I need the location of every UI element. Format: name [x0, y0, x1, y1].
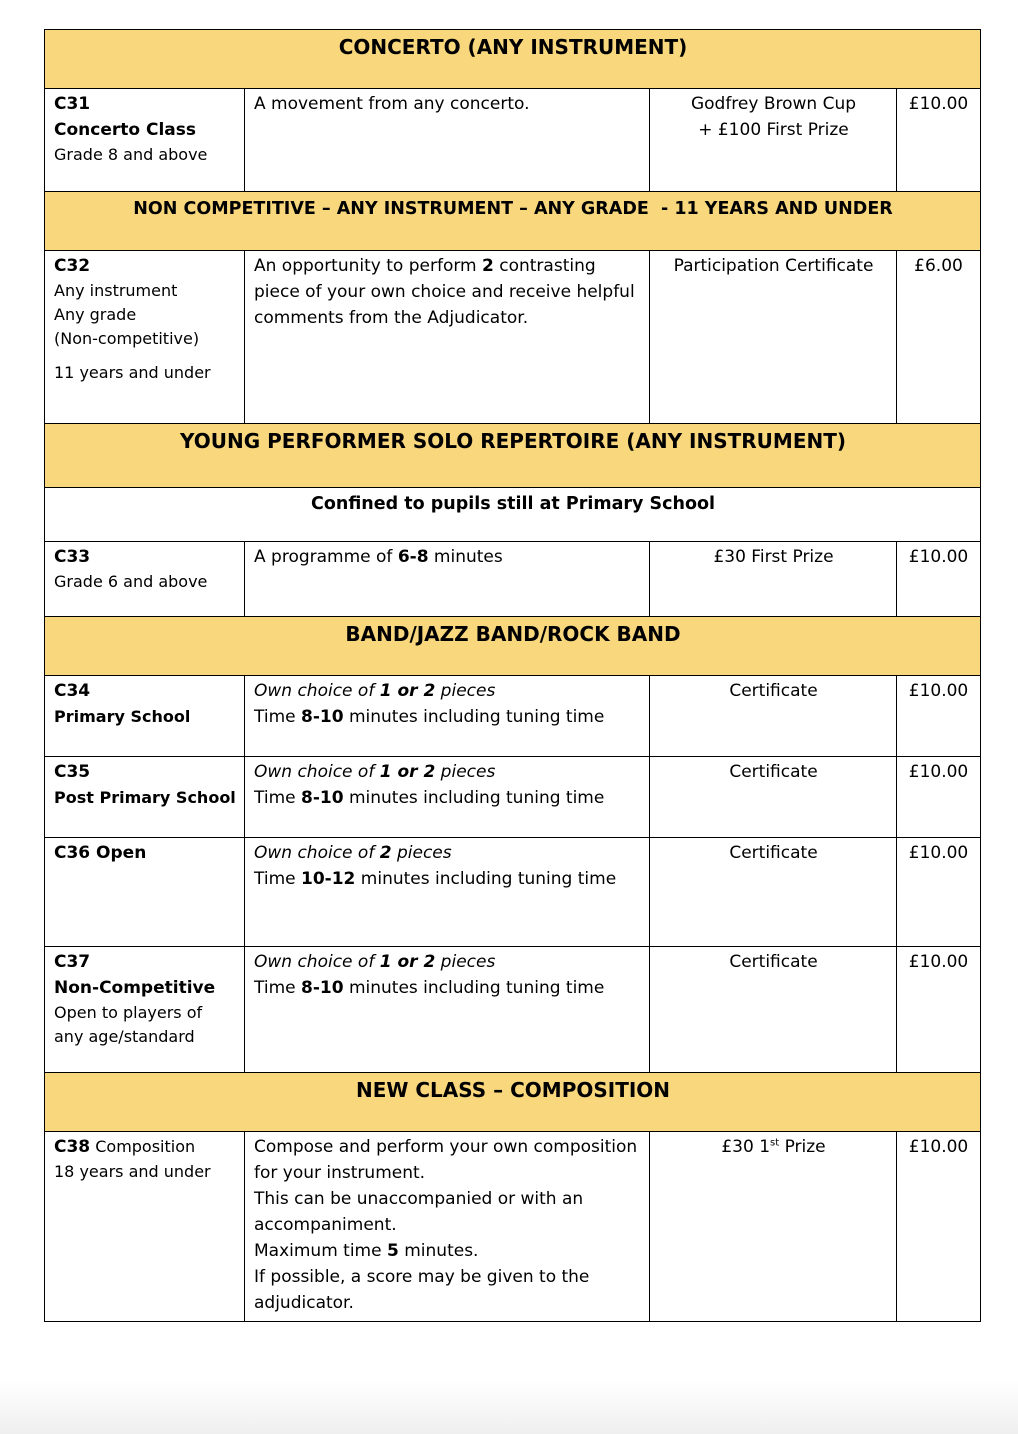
section-subtitle: Confined to pupils still at Primary School — [45, 488, 981, 542]
class-info — [45, 1132, 245, 1322]
section-header — [45, 192, 981, 251]
class-code: C36 Open — [54, 843, 147, 863]
class-row-c32 — [45, 251, 981, 424]
class-grade: Grade 8 and above — [54, 145, 208, 164]
class-row-c36 — [45, 838, 981, 947]
class-code: C31 — [54, 94, 91, 114]
class-prize: £30 First Prize — [650, 542, 897, 617]
class-description: A movement from any concerto. — [245, 89, 650, 192]
prize-line: Godfrey Brown Cup — [690, 94, 857, 114]
section-title-young-performer: YOUNG PERFORMER SOLO REPERTOIRE (ANY INSTRUMENT) — [45, 424, 981, 488]
class-title: Composition — [90, 1137, 196, 1156]
class-detail: Any instrument — [54, 281, 178, 300]
class-detail: Any grade — [54, 305, 137, 324]
class-title: Non-Competitive — [54, 978, 216, 998]
class-description: An opportunity to perform 2 contrasting piece of your own choice and receive helpful comments from the Adjudicator. — [245, 251, 650, 424]
class-description: Own choice of 2 pieces Time 10-12 minutes including tuning time — [245, 838, 650, 947]
class-row-c35 — [45, 757, 981, 838]
class-age: 18 years and under — [54, 1162, 211, 1181]
class-prize: Certificate — [650, 838, 897, 947]
class-fee: £10.00 — [897, 1132, 981, 1322]
class-fee: £10.00 — [897, 89, 981, 192]
section-subheader — [45, 488, 981, 542]
section-title-noncompetitive: NON COMPETITIVE – ANY INSTRUMENT – ANY GRADE - 11 YEARS AND UNDER — [45, 192, 981, 251]
section-header — [45, 424, 981, 488]
section-header — [45, 30, 981, 89]
class-prize — [650, 89, 897, 192]
class-detail: Open to players of any age/standard — [54, 1003, 203, 1046]
class-info — [45, 757, 245, 838]
class-fee: £10.00 — [897, 757, 981, 838]
class-fee: £10.00 — [897, 676, 981, 757]
class-row-c34 — [45, 676, 981, 757]
class-fee: £10.00 — [897, 838, 981, 947]
syllabus-table — [44, 29, 981, 1322]
class-fee: £6.00 — [897, 251, 981, 424]
class-prize: Certificate — [650, 947, 897, 1073]
class-code: C34 — [54, 681, 91, 701]
class-row-c37 — [45, 947, 981, 1073]
class-row-c31 — [45, 89, 981, 192]
class-prize: Participation Certificate — [650, 251, 897, 424]
class-fee: £10.00 — [897, 947, 981, 1073]
class-age: 11 years and under — [54, 363, 211, 382]
class-title: Primary School — [54, 707, 191, 726]
class-prize: Certificate — [650, 757, 897, 838]
class-row-c38 — [45, 1132, 981, 1322]
class-description: Own choice of 1 or 2 pieces Time 8-10 minutes including tuning time — [245, 757, 650, 838]
class-info — [45, 676, 245, 757]
class-description: Compose and perform your own composition for your instrument. This can be unaccompanied or with an accompaniment. Maximum time 5 minutes. If possible, a score may be given to the adjudicator. — [245, 1132, 650, 1322]
class-code: C38 — [54, 1137, 91, 1157]
class-description: A programme of 6-8 minutes — [245, 542, 650, 617]
class-info — [45, 251, 245, 424]
class-code: C35 — [54, 762, 91, 782]
class-prize: £30 1st Prize — [650, 1132, 897, 1322]
class-info — [45, 89, 245, 192]
class-prize: Certificate — [650, 676, 897, 757]
prize-line: + £100 First Prize — [698, 120, 849, 140]
class-code: C33 — [54, 547, 91, 567]
class-description: Own choice of 1 or 2 pieces Time 8-10 minutes including tuning time — [245, 947, 650, 1073]
class-title: Concerto Class — [54, 120, 196, 140]
class-detail: (Non-competitive) — [54, 329, 200, 348]
class-code: C37 — [54, 952, 91, 972]
class-grade: Grade 6 and above — [54, 572, 208, 591]
section-title-concerto: CONCERTO (ANY INSTRUMENT) — [45, 30, 981, 89]
section-title-composition: NEW CLASS – COMPOSITION — [45, 1073, 981, 1132]
section-header — [45, 617, 981, 676]
class-title: Post Primary School — [54, 788, 236, 807]
class-code: C32 — [54, 256, 91, 276]
class-row-c33 — [45, 542, 981, 617]
section-header — [45, 1073, 981, 1132]
class-info — [45, 947, 245, 1073]
class-info — [45, 542, 245, 617]
class-description: Own choice of 1 or 2 pieces Time 8-10 minutes including tuning time — [245, 676, 650, 757]
section-title-band: BAND/JAZZ BAND/ROCK BAND — [45, 617, 981, 676]
class-info — [45, 838, 245, 947]
class-fee: £10.00 — [897, 542, 981, 617]
